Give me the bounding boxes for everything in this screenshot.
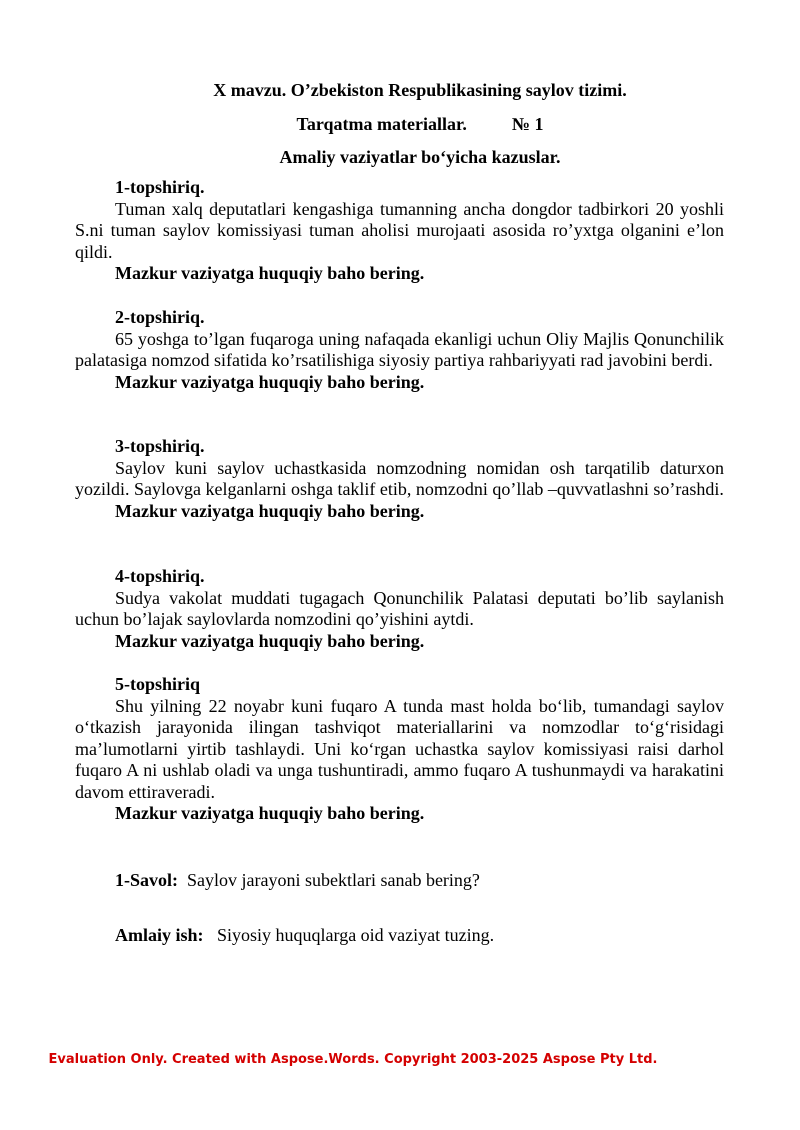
evaluation-watermark: Evaluation Only. Created with Aspose.Words. Copyright 2003-2025 Aspose Pty Ltd.	[48, 1052, 658, 1067]
task-body: Sudya vakolat muddati tugagach Qonunchilik Palatasi deputati bo’lib saylanish uchun bo’lajak saylovlarda nomzodini qo’yishini aytdi.	[75, 587, 724, 629]
task-prompt: Mazkur vaziyatga huquqiy baho bering.	[115, 630, 425, 651]
task-title: 2-topshiriq.	[115, 307, 205, 327]
task-prompt: Mazkur vaziyatga huquqiy baho bering.	[115, 500, 425, 521]
document-subtitle: Amaliy vaziyatlar bo‘yicha kazuslar.	[279, 147, 561, 167]
question-text: Siyosiy huquqlarga oid vaziyat tuzing.	[217, 925, 495, 945]
question-label: 1-Savol:	[115, 870, 178, 890]
task-title: 3-topshiriq.	[115, 436, 205, 456]
task-prompt: Mazkur vaziyatga huquqiy baho bering.	[115, 803, 425, 823]
task-body: Saylov kuni saylov uchastkasida nomzodning nomidan osh tarqatilib daturxon yozildi. Saylovga kelganlarni oshga taklif etib, nomzodni qo’llab –quvvatlashni so’rashdi.	[75, 457, 724, 499]
handout-label: Tarqatma materiallar.	[296, 114, 467, 134]
question-1	[115, 869, 480, 891]
task-1	[75, 177, 724, 285]
task-4	[75, 566, 724, 652]
task-prompt: Mazkur vaziyatga huquqiy baho bering.	[115, 371, 425, 392]
document-title: X mavzu. O’zbekiston Respublikasining saylov tizimi.	[213, 80, 627, 100]
task-3	[75, 436, 724, 522]
task-body: Tuman xalq deputatlari kengashiga tumanning ancha dongdor tadbirkori 20 yoshli S.ni tuman saylov komissiyasi tuman aholisi murojaati asosida ro’yxtga olganini e’lon qildi.	[75, 198, 724, 262]
question-label: Amlaiy ish:	[115, 925, 204, 945]
question-text: Saylov jarayoni subektlari sanab bering?	[187, 870, 480, 890]
task-prompt: Mazkur vaziyatga huquqiy baho bering.	[115, 263, 425, 283]
task-title: 5-topshiriq	[115, 674, 201, 694]
handout-heading	[0, 113, 800, 135]
task-body: 65 yoshga to’lgan fuqaroga uning nafaqada ekanligi uchun Oliy Majlis Qonunchilik palatasiga nomzod sifatida ko’rsatilishiga siyosiy partiya rahbariyyati rad javobini berdi.	[75, 328, 724, 370]
task-2	[75, 307, 724, 393]
practical-task	[115, 924, 494, 946]
task-title: 4-topshiriq.	[115, 566, 205, 586]
task-body: Shu yilning 22 noyabr kuni fuqaro A tunda mast holda bo‘lib, tumandagi saylov o‘tkazish jarayonida ilingan tashviqot materiallarini va nomzodlar to‘g‘risidagi ma’lumotlarni yirtib tashlaydi. Uni ko‘rgan uchastka saylov komissiyasi raisi darhol fuqaro A ni ushlab oladi va unga tushuntiradi, ammo fuqaro A tushunmaydi va harakatini davom ettiraveradi.	[75, 695, 724, 802]
handout-number: № 1	[511, 114, 544, 134]
task-5	[75, 674, 724, 825]
task-title: 1-topshiriq.	[115, 177, 205, 197]
